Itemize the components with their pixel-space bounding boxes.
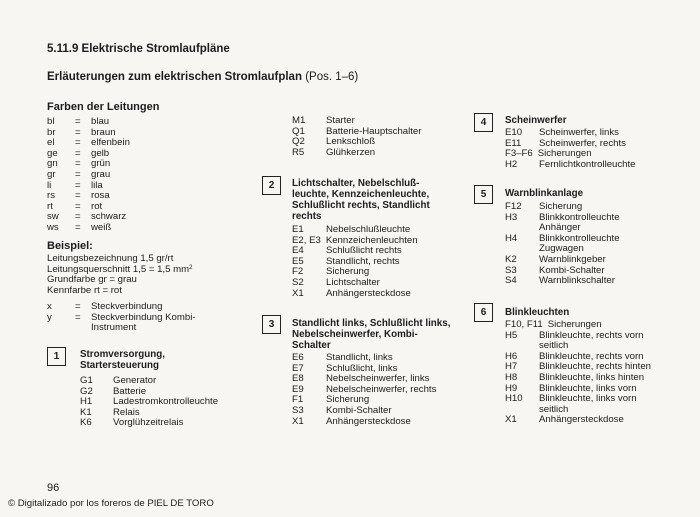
equals-sign: = <box>75 301 81 312</box>
connector-abbr: x <box>47 301 52 312</box>
component-name: Generator <box>113 375 157 386</box>
section-title-line: rechts <box>292 211 322 222</box>
component-name-cont: Zugwagen <box>539 243 584 255</box>
component-code: X1 <box>505 414 517 426</box>
component-code: E4 <box>292 245 304 257</box>
section-title <box>505 115 567 126</box>
color-row <box>47 159 130 170</box>
component-name: Nebelscheinwerfer, links <box>326 373 430 385</box>
component-name: Scheinwerfer, links <box>539 127 619 138</box>
section-title <box>505 188 583 199</box>
component-name: Scheinwerfer, rechts <box>539 137 626 149</box>
color-name: rosa <box>91 190 110 202</box>
section-title-line: Schlußlicht rechts, Standlicht <box>292 200 430 211</box>
component-name: Anhängersteckdose <box>326 415 411 427</box>
component-row <box>292 278 418 289</box>
section-title: 5.11.9 Elektrische Stromlaufpläne <box>47 43 230 55</box>
component-name: Sicherung <box>326 394 370 406</box>
component-code: H5 <box>505 329 518 341</box>
color-abbr: gr <box>47 168 56 180</box>
equals-sign: = <box>75 126 81 138</box>
component-name-cont: seitlich <box>539 340 569 352</box>
component-code: X1 <box>292 415 304 427</box>
connector-row <box>47 302 196 313</box>
component-name: Kombi-Schalter <box>539 264 605 276</box>
equals-sign: = <box>75 190 81 202</box>
component-row <box>505 320 651 331</box>
connector-name-cont: Instrument <box>91 322 137 334</box>
component-name: Standlicht, rechts <box>326 255 400 267</box>
color-abbr: bl <box>47 116 55 127</box>
connectors-list <box>47 302 196 334</box>
color-row <box>47 212 130 223</box>
component-row <box>505 128 636 139</box>
color-name: rot <box>91 200 103 212</box>
color-row <box>47 117 130 128</box>
component-code: X1 <box>292 287 304 299</box>
section-items <box>80 376 218 429</box>
color-abbr: rs <box>47 190 55 202</box>
component-name: Lichtschalter <box>326 276 380 288</box>
beispiel-line-text: Leitungsquerschnitt 1,5 = 1,5 mm <box>47 263 190 275</box>
component-name: Schlußlicht rechts <box>326 245 402 257</box>
equals-sign: = <box>75 311 81 323</box>
component-name: Blinkkontrolleuchte <box>539 232 620 244</box>
section-title-line: Warnblinkanlage <box>505 188 584 199</box>
component-row <box>292 116 421 127</box>
connector-name: Steckverbindung <box>91 301 163 312</box>
beispiel-line: Kennfarbe rt = rot <box>47 284 122 296</box>
section-title-line: Nebelscheinwerfer, Kombi- <box>292 329 418 340</box>
section-items <box>505 128 636 170</box>
section-items <box>292 116 421 158</box>
superscript-2: 2 <box>189 264 193 271</box>
equals-sign: = <box>75 137 81 149</box>
section-title <box>505 307 569 318</box>
component-code: F12 <box>505 201 522 212</box>
section-title-line: Blinkleuchten <box>505 307 570 318</box>
component-row <box>292 289 418 300</box>
color-abbr: sw <box>47 211 59 223</box>
component-code: H2 <box>505 158 518 170</box>
color-abbr: ge <box>47 147 58 159</box>
equals-sign: = <box>75 221 81 233</box>
section-title-line: Schalter <box>292 340 331 351</box>
subtitle-pos: (Pos. 1–6) <box>305 71 359 83</box>
component-code: E11 <box>505 137 522 149</box>
component-code: Q2 <box>292 136 305 148</box>
component-name: Relais <box>113 406 140 418</box>
component-code: E9 <box>292 383 304 395</box>
component-code: E6 <box>292 352 304 363</box>
component-row <box>505 331 651 342</box>
component-name: Warnblinkgeber <box>539 253 606 265</box>
section-items <box>505 320 651 426</box>
beispiel-heading: Beispiel: <box>47 240 93 252</box>
equals-sign: = <box>75 116 81 127</box>
color-abbr: br <box>47 126 56 138</box>
component-name: Anhängersteckdose <box>539 414 624 426</box>
component-code: S2 <box>292 276 304 288</box>
component-name: Ladestromkontrolleuchte <box>113 396 219 408</box>
component-code: H1 <box>80 396 93 408</box>
component-row <box>505 276 620 287</box>
section-number-box: 2 <box>262 176 281 195</box>
component-row <box>505 160 636 171</box>
component-code: H6 <box>505 350 518 362</box>
component-code: H10 <box>505 393 523 405</box>
component-code: F2 <box>292 266 304 278</box>
beispiel-line: Leitungsbezeichnung 1,5 gr/rt <box>47 253 174 264</box>
color-abbr: gn <box>47 158 58 170</box>
component-name: Kennzeichenleuchten <box>325 234 418 246</box>
component-name: Sicherung <box>326 266 370 278</box>
section-title-line: Lichtschalter, Nebelschluß- <box>292 178 420 189</box>
color-row <box>47 223 130 234</box>
component-name: Kombi-Schalter <box>326 404 392 416</box>
component-name: Vorglühzeitrelais <box>113 417 184 429</box>
component-code: G1 <box>80 375 93 386</box>
color-row <box>47 191 130 202</box>
component-code: E10 <box>505 127 523 138</box>
equals-sign: = <box>75 179 81 191</box>
component-name: Batterie <box>113 385 147 397</box>
section-items <box>292 353 436 427</box>
page-number: 96 <box>47 482 60 494</box>
section-number-box: 6 <box>474 303 493 322</box>
component-name: Blinkkontrolleuchte <box>539 211 620 223</box>
component-code: H3 <box>505 211 518 223</box>
color-abbr: el <box>47 137 55 149</box>
component-row <box>505 202 620 213</box>
footer-credit: © Digitalizado por los foreros de PIEL DE TORO <box>8 498 214 509</box>
component-code: F1 <box>292 394 304 406</box>
component-name: Warnblinkschalter <box>539 275 615 287</box>
component-name: Glühkerzen <box>326 146 376 158</box>
component-code: K1 <box>80 406 92 418</box>
color-name: lila <box>91 179 103 191</box>
section-number-box: 5 <box>474 185 493 204</box>
component-name: Blinkleuchte, rechts hinten <box>539 361 651 373</box>
component-row <box>505 394 651 405</box>
component-code: F3–F6 <box>505 148 533 160</box>
component-code: E7 <box>292 362 304 374</box>
color-row <box>47 170 130 181</box>
subtitle-text: Erläuterungen zum elektrischen Stromlaufplan <box>47 71 302 83</box>
section-title <box>292 178 430 222</box>
component-code: R5 <box>292 146 305 158</box>
color-abbr: ws <box>47 221 59 233</box>
color-name: elfenbein <box>91 137 130 149</box>
component-code: G2 <box>80 385 93 397</box>
component-row <box>80 397 218 408</box>
component-code: H8 <box>505 371 518 383</box>
color-name: gelb <box>91 147 110 159</box>
connector-name: Steckverbindung Kombi- <box>91 311 196 323</box>
component-code: S3 <box>505 264 517 276</box>
component-code: H9 <box>505 382 518 394</box>
component-name: Sicherung <box>539 201 583 212</box>
component-name: Schlußlicht, links <box>326 362 398 374</box>
page-subtitle <box>47 71 358 83</box>
component-code: M1 <box>292 115 306 126</box>
component-name: Nebelscheinwerfer, rechts <box>326 383 437 395</box>
component-code: F10, F11 <box>505 319 543 330</box>
section-number-box: 3 <box>262 315 281 334</box>
equals-sign: = <box>75 168 81 180</box>
component-code: E1 <box>292 224 304 235</box>
section-items <box>505 202 620 287</box>
component-row <box>292 417 436 428</box>
beispiel-lines <box>47 254 192 296</box>
component-row <box>292 148 421 159</box>
component-row <box>505 415 651 426</box>
component-name: Blinkleuchte, rechts vorn <box>539 329 644 341</box>
component-code: H4 <box>505 232 518 244</box>
component-name: Sicherungen <box>537 148 592 160</box>
section-title <box>80 349 165 371</box>
color-row <box>47 149 130 160</box>
component-name-cont: seitlich <box>539 403 569 415</box>
component-row <box>292 353 436 364</box>
component-name: Blinkleuchte, links hinten <box>539 371 645 383</box>
component-name: Nebelschlußleuchte <box>326 224 411 235</box>
component-code: Q1 <box>292 125 305 137</box>
component-name: Fernlichtkontrolleuchte <box>539 158 636 170</box>
component-code: K2 <box>505 253 517 265</box>
color-name: braun <box>91 126 116 138</box>
beispiel-line: Grundfarbe gr = grau <box>47 274 137 286</box>
color-name: blau <box>91 116 110 127</box>
section-number-box: 4 <box>474 113 493 132</box>
section-title-line: Standlicht links, Schlußlicht links, <box>292 318 451 329</box>
component-name: Blinkleuchte, links vorn <box>539 382 637 394</box>
color-name: schwarz <box>91 211 127 223</box>
colors-list <box>47 117 130 234</box>
component-code: E2, E3 <box>292 234 321 246</box>
section-number-box: 1 <box>47 347 66 366</box>
color-name: grün <box>91 158 111 170</box>
connector-row-cont <box>47 323 196 334</box>
equals-sign: = <box>75 200 81 212</box>
section-items <box>292 225 418 299</box>
equals-sign: = <box>75 158 81 170</box>
component-row <box>505 373 651 384</box>
component-name: Blinkleuchte, links vorn <box>539 393 637 405</box>
color-name: weiß <box>91 221 112 233</box>
connector-abbr: y <box>47 311 52 323</box>
component-name-cont: Anhänger <box>539 222 581 234</box>
section-title-line: Stromversorgung, <box>80 349 165 360</box>
color-row <box>47 181 130 192</box>
component-row <box>80 376 218 387</box>
component-code: H7 <box>505 361 518 373</box>
color-name: grau <box>91 168 111 180</box>
section-title-line: leuchte, Kennzeichenleuchte, <box>292 189 430 200</box>
component-row <box>292 225 418 236</box>
component-code: E8 <box>292 373 304 385</box>
component-name: Blinkleuchte, rechts vorn <box>539 350 644 362</box>
section-title-line: Startersteuerung <box>80 360 159 371</box>
component-code: S3 <box>292 404 304 416</box>
component-name: Batterie-Hauptschalter <box>326 125 422 137</box>
color-row <box>47 138 130 149</box>
component-code: S4 <box>505 275 517 287</box>
section-title <box>292 318 450 351</box>
color-abbr: rt <box>47 200 53 212</box>
equals-sign: = <box>75 147 81 159</box>
component-row <box>292 406 436 417</box>
component-code: E5 <box>292 255 304 267</box>
component-name: Standlicht, links <box>326 352 393 363</box>
component-name: Starter <box>326 115 355 126</box>
component-row <box>505 255 620 266</box>
component-row <box>80 418 218 429</box>
equals-sign: = <box>75 211 81 223</box>
component-name: Lenkschloß <box>326 136 376 148</box>
color-abbr: li <box>47 179 52 191</box>
component-name: Anhängersteckdose <box>326 287 411 299</box>
component-name: Sicherungen <box>547 319 602 330</box>
component-code: K6 <box>80 417 92 429</box>
colors-heading: Farben der Leitungen <box>47 101 160 113</box>
section-title-line: Scheinwerfer <box>505 115 567 126</box>
